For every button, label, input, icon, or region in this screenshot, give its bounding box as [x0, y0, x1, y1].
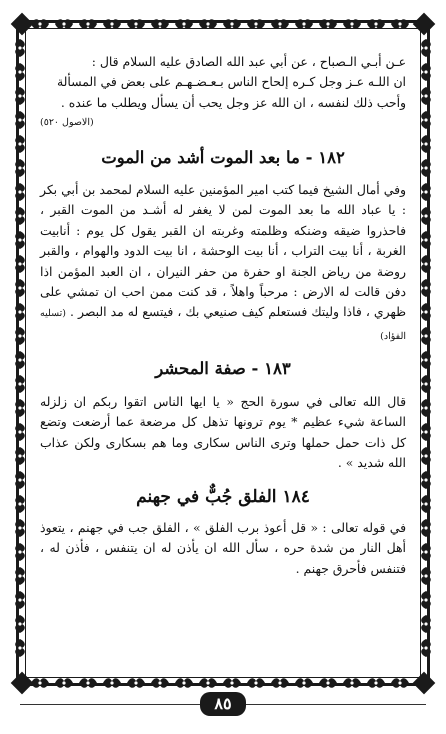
- body-182-text: وفي أمال الشيخ فيما كتب امير المؤمنين عليه السلام لمحمد بن أبي بكر : يا عباد الله ما بعد الموت لمن لا يغفر له أشـد من الموت القبر ، فاحذروا ضيقه وضنكه وظلمته وغربته ان القبر يقول كل يوم : أنابيت الغربة ، أنا بيت التراب ، أنا بيت الوحشة ، انا بيت الدود والهوام ، والقبر روضة من رياض الجنة او حفرة من حفر النيران ، ان العبد المؤمن اذا دفن قالت له الارض : مرحباً واهلاً ، قد كنت ممن احب ان تمشي على ظهري ، فاذا وليتك فستعلم كيف صنيعي بك ، فيتسع له مد البصر .: [40, 182, 406, 320]
- intro-line-1: عـن أبـي الـصباح ، عن أبي عبد الله الصادق عليه السلام قال :: [91, 54, 406, 69]
- body-182: [40, 180, 406, 347]
- source-182: (تسليه الفؤاد): [40, 308, 406, 342]
- intro-line-3-text: وأحب ذلك لنفسه ، ان الله عز وجل يحب أن يسأل ويطلب ما عنده .: [60, 94, 406, 110]
- footer-rule-left: [20, 704, 200, 705]
- intro-source: (الاصول ٥٢٠): [40, 117, 94, 129]
- footer-rule-right: [246, 704, 426, 705]
- intro-line-3: [40, 93, 406, 113]
- body-184: في قوله تعالى : « قل أعوذ برب الفلق » ، الفلق جب في جهنم ، يتعوذ أهل النار من شدة حره ، سأل الله ان يأذن له ان يتنفس ، فأذن له ، فتنفس فأحرق جهنم .: [40, 519, 406, 576]
- body-183: قال الله تعالى في سورة الحج « يا ايها الناس اتقوا ربكم ان زلزله الساعة شيء عظيم * يوم ترونها تذهل كل مرضعة عما أرضعت وتضع كل ذات حمل حملها وترى الناس سكارى وما هم بسكارى ولكن عذاب الله شديد » .: [40, 393, 406, 470]
- intro-hadith: [40, 52, 406, 134]
- page-number: ٨٥: [214, 694, 232, 713]
- page-content: [40, 52, 406, 672]
- heading-182: ١٨٢ - ما بعد الموت أشد من الموت: [101, 147, 345, 167]
- heading-183: ١٨٣ - صفة المحشر: [155, 359, 291, 379]
- intro-line-2: ان اللـه عـز وجل كـره إلحاح الناس بـعـضـهـم على بعض في المسألة: [56, 74, 406, 90]
- heading-184: ١٨٤ الفلق جُبٌّ في جهنم: [136, 487, 310, 508]
